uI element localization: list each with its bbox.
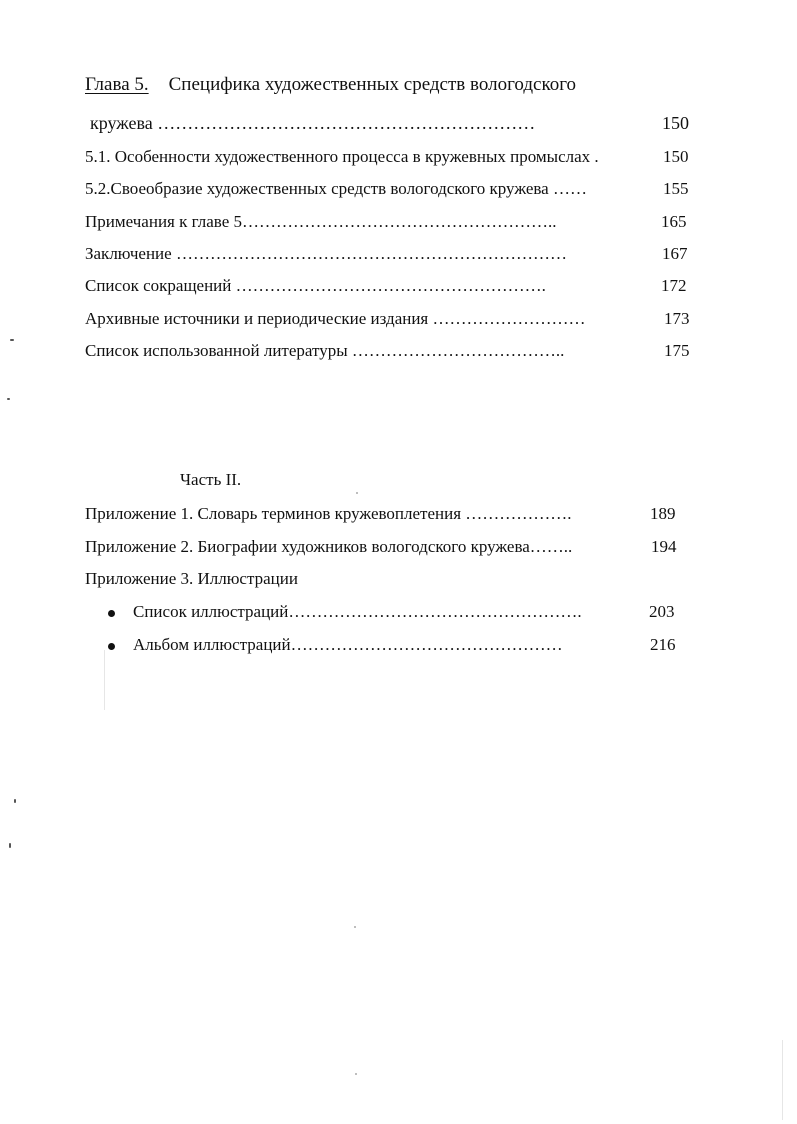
- chapter-number: Глава 5.: [85, 74, 149, 95]
- bullet-list-illustrations: Список иллюстраций…………………………………………….: [133, 602, 582, 621]
- chapter-title-continuation: кружева ………………………………………………………: [90, 113, 536, 133]
- scan-speck: [354, 926, 356, 928]
- chapter-heading: [85, 74, 576, 96]
- bullet-list-illustrations-page: 203: [649, 602, 675, 621]
- appendix-3: Приложение 3. Иллюстрации: [85, 569, 298, 588]
- scan-speck: [355, 1073, 357, 1075]
- toc-entry-notes: Примечания к главе 5………………………………………………..: [85, 212, 557, 231]
- toc-page-archives: 173: [664, 309, 690, 328]
- appendix-2-page: 194: [651, 537, 677, 556]
- toc-page-5-2: 155: [663, 179, 689, 198]
- bullet-album-illustrations: Альбом иллюстраций…………………………………………: [133, 635, 563, 654]
- appendix-1: Приложение 1. Словарь терминов кружевоплетения ……………….: [85, 504, 572, 523]
- part-heading: Часть II.: [180, 470, 242, 489]
- scan-artifact-line: [104, 650, 105, 710]
- toc-page-5-1: 150: [663, 147, 689, 166]
- appendix-2: Приложение 2. Биографии художников вологодского кружева……..: [85, 537, 573, 556]
- toc-entry-abbreviations: Список сокращений ……………………………………………….: [85, 276, 546, 295]
- appendix-1-page: 189: [650, 504, 676, 523]
- chapter-title: Специфика художественных средств вологодского: [168, 74, 577, 95]
- toc-entry-5-1: 5.1. Особенности художественного процесса в кружевных промыслах .: [85, 147, 599, 166]
- scan-speck: [9, 843, 11, 848]
- toc-page-notes: 165: [661, 212, 687, 231]
- toc-entry-conclusion: Заключение ……………………………………………………………: [85, 244, 567, 263]
- bullet-icon: [108, 643, 115, 650]
- bullet-icon: [108, 610, 115, 617]
- scan-speck: [10, 339, 14, 341]
- scan-speck: [356, 492, 358, 494]
- toc-entry-archives: Архивные источники и периодические издания ………………………: [85, 309, 586, 328]
- scan-speck: [7, 398, 10, 400]
- toc-page-literature: 175: [664, 341, 690, 360]
- toc-entry-literature: Список использованной литературы ………………………………..: [85, 341, 565, 360]
- scan-artifact-line: [782, 1040, 783, 1120]
- scan-speck: [14, 799, 16, 803]
- bullet-album-illustrations-page: 216: [650, 635, 676, 654]
- toc-entry-5-2: 5.2.Своеобразие художественных средств вологодского кружева ……: [85, 179, 587, 198]
- chapter-page-number: 150: [662, 113, 689, 133]
- toc-page-abbreviations: 172: [661, 276, 687, 295]
- toc-page-conclusion: 167: [662, 244, 688, 263]
